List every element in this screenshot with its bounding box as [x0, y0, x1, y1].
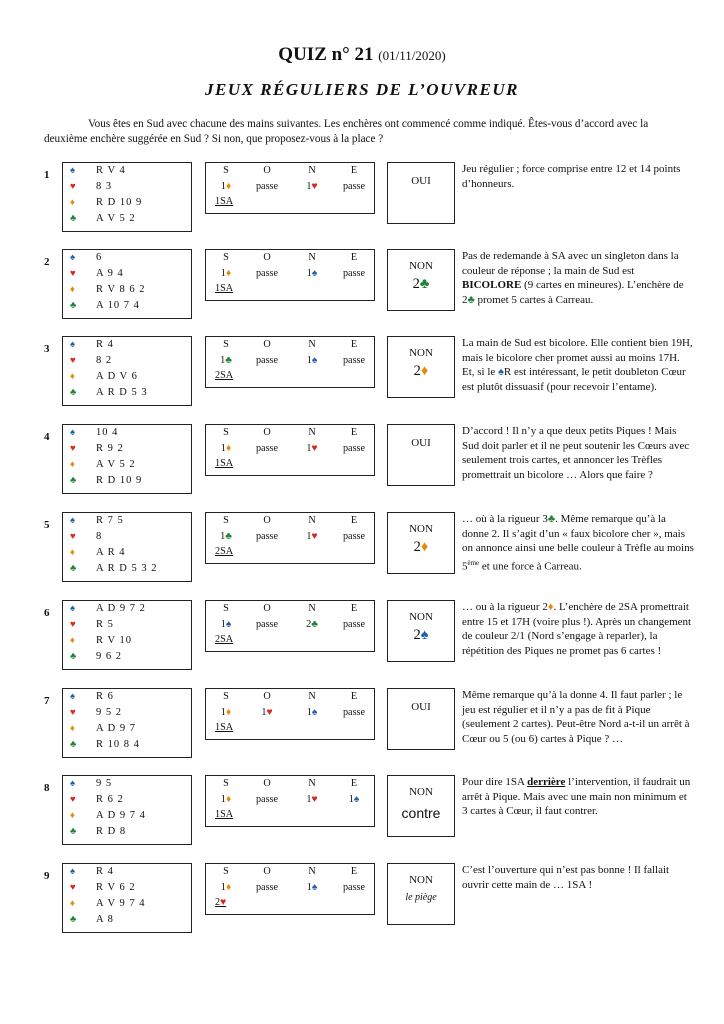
bidding-header-cell: E [350, 691, 358, 702]
hand-box [62, 336, 192, 406]
bidding-box [205, 600, 375, 652]
suit-glyph-icon: ♠ [311, 355, 318, 366]
clubs-icon: ♣ [70, 214, 77, 224]
bidding-header-cell: E [350, 515, 358, 526]
quiz-subtitle: JEUX RÉGULIERS DE L’OUVREUR [205, 80, 519, 99]
hand-box [62, 249, 192, 319]
suggested-bid: 1SA [215, 809, 234, 820]
deal-number: 9 [44, 870, 50, 882]
hand-diamonds-cards: A D 9 7 4 [96, 810, 146, 821]
bidding-header-cell: S [223, 427, 229, 438]
bidding-header-cell: E [350, 866, 358, 877]
bid-cell: passe [342, 443, 366, 454]
hearts-icon: ♥ [70, 444, 76, 454]
hand-diamonds-cards: A D V 6 [96, 371, 138, 382]
bid-cell: passe [255, 355, 279, 366]
answer-correction: contre [401, 805, 441, 821]
spades-icon: ♠ [70, 166, 76, 176]
bidding-header-cell: N [308, 339, 316, 350]
deal-comment: … ou à la rigueur 2♦. L’enchère de 2SA promettrait entre 15 et 17H (voire plus !). Après un changement de couleur 2/1 (Nord s’engage à reparler), la répétition des Piques ne promet pas 6 cartes ! [462, 601, 692, 657]
hand-hearts-cards: 9 5 2 [96, 707, 122, 718]
clubs-icon: ♣ [70, 388, 77, 398]
deal-comment: D’accord ! Il n’y a que deux petits Piques ! Mais Sud doit parler et il ne peut soutenir les Cœurs avec seulement trois cartes, et annoncer les Trèfles promettrait un bicolore … Alors que faire ? [462, 425, 690, 481]
suit-glyph-icon: ♠ [311, 882, 318, 893]
hand-clubs-cards: R 10 8 4 [96, 739, 140, 750]
deal-row [0, 512, 724, 584]
answer-verdict: NON [409, 611, 433, 623]
hand-clubs-cards: A R D 5 3 2 [96, 563, 158, 574]
clubs-icon: ♣ [70, 301, 77, 311]
bid-cell: passe [342, 181, 366, 192]
deal-row [0, 336, 724, 408]
hand-spades-cards: R V 4 [96, 165, 126, 176]
bid-cell: 1♠ [306, 268, 318, 279]
clubs-icon: ♣ [70, 652, 77, 662]
bid-cell: 1♦ [220, 181, 232, 192]
suit-glyph-icon: ♥ [266, 707, 273, 718]
hand-spades-cards: R 6 [96, 691, 114, 702]
suit-glyph-icon: ♠ [420, 627, 429, 643]
clubs-icon: ♣ [70, 827, 77, 837]
bidding-header-cell: N [308, 778, 316, 789]
suit-glyph-icon: ♦ [420, 363, 429, 379]
hand-box [62, 162, 192, 232]
bidding-box [205, 162, 375, 214]
hand-hearts-cards: R 5 [96, 619, 114, 630]
hand-clubs-cards: A 8 [96, 914, 114, 925]
answer-box [387, 600, 455, 662]
diamonds-icon: ♦ [70, 636, 75, 646]
bidding-header-cell: O [263, 165, 271, 176]
hand-hearts-cards: 8 [96, 531, 103, 542]
diamonds-icon: ♦ [70, 724, 75, 734]
hand-clubs-cards: R D 8 [96, 826, 127, 837]
bid-cell: passe [342, 268, 366, 279]
bid-cell: 1♠ [348, 794, 360, 805]
diamonds-icon: ♦ [70, 372, 75, 382]
suit-glyph-icon: ♦ [420, 539, 429, 555]
bid-cell: passe [255, 619, 279, 630]
bid-cell: 1♣ [220, 355, 232, 366]
spades-icon: ♠ [70, 779, 76, 789]
hand-diamonds-cards: A R 4 [96, 547, 126, 558]
bid-cell: passe [255, 443, 279, 454]
bidding-header-cell: S [223, 165, 229, 176]
answer-box [387, 688, 455, 750]
suggested-bid: 2SA [215, 634, 234, 645]
bidding-header-cell: O [263, 691, 271, 702]
deal-row [0, 600, 724, 672]
bidding-box [205, 863, 375, 915]
hand-diamonds-cards: A D 9 7 [96, 723, 136, 734]
bid-cell: 1♣ [220, 531, 232, 542]
hearts-icon: ♥ [70, 795, 76, 805]
deal-row [0, 863, 724, 935]
bid-cell: 1♠ [306, 882, 318, 893]
bid-cell: 2♣ [306, 619, 318, 630]
hand-box [62, 775, 192, 845]
answer-verdict: NON [409, 523, 433, 535]
suit-glyph-icon: ♥ [311, 531, 318, 542]
answer-box [387, 162, 455, 224]
deal-comment: … où à la rigueur 3♣. Même remarque qu’à la donne 2. Il s’agit d’un « faux bicolore cher », mais on annonce ainsi une belle couleur à Trèfle au moins 5ème et une force à Carreau. [462, 513, 694, 573]
suit-glyph-icon: ♠ [353, 794, 360, 805]
bidding-box [205, 512, 375, 564]
quiz-intro: Vous êtes en Sud avec chacune des mains suivantes. Les enchères ont commencé comme indiqué. Êtes-vous d’accord avec la deuxième enchère suggérée en Sud ? Si non, que proposez-vous à la place ? [44, 118, 649, 145]
clubs-icon: ♣ [70, 915, 77, 925]
hand-box [62, 688, 192, 758]
spades-icon: ♠ [70, 428, 76, 438]
answer-verdict: NON [409, 347, 433, 359]
answer-correction: 2♦ [413, 363, 429, 379]
hand-diamonds-cards: R V 8 6 2 [96, 284, 146, 295]
suit-glyph-icon: ♠ [225, 619, 232, 630]
hand-spades-cards: 9 5 [96, 778, 113, 789]
hand-spades-cards: A D 9 7 2 [96, 603, 146, 614]
hearts-icon: ♥ [70, 532, 76, 542]
hand-spades-cards: R 7 5 [96, 515, 124, 526]
answer-correction: le piège [405, 892, 437, 903]
clubs-icon: ♣ [70, 564, 77, 574]
suit-glyph-icon: ♦ [225, 882, 232, 893]
bid-cell: 1♠ [306, 355, 318, 366]
deal-comment: Pour dire 1SA derrière l’intervention, il faudrait un arrêt à Pique. Mais avec une main non minimum et 3 cartes à Cœur, il faut contrer. [462, 776, 691, 817]
hand-hearts-cards: A 9 4 [96, 268, 124, 279]
bid-cell: 1♦ [220, 707, 232, 718]
bid-cell: passe [255, 794, 279, 805]
bidding-box [205, 775, 375, 827]
bidding-box [205, 424, 375, 476]
deal-comment: Pas de redemande à SA avec un singleton dans la couleur de réponse ; la main de Sud est BICOLORE (9 cartes en mineures). L’enchère de 2♣ promet 5 cartes à Carreau. [462, 250, 684, 306]
deal-number: 5 [44, 519, 50, 531]
hearts-icon: ♥ [70, 182, 76, 192]
hand-clubs-cards: 9 6 2 [96, 651, 122, 662]
suit-glyph-icon: ♦ [547, 601, 554, 613]
diamonds-icon: ♦ [70, 899, 75, 909]
hand-spades-cards: R 4 [96, 339, 114, 350]
hand-box [62, 863, 192, 933]
suit-glyph-icon: ♠ [311, 268, 318, 279]
bid-cell: 1♦ [220, 882, 232, 893]
hand-diamonds-cards: R V 10 [96, 635, 132, 646]
hearts-icon: ♥ [70, 883, 76, 893]
bidding-box [205, 688, 375, 740]
hand-diamonds-cards: A V 5 2 [96, 459, 136, 470]
bid-cell: passe [255, 268, 279, 279]
hand-box [62, 600, 192, 670]
answer-verdict: OUI [411, 175, 431, 187]
suit-glyph-icon: ♠ [311, 707, 318, 718]
hand-box [62, 424, 192, 494]
hand-clubs-cards: A V 5 2 [96, 213, 136, 224]
hand-spades-cards: 10 4 [96, 427, 119, 438]
spades-icon: ♠ [70, 692, 76, 702]
bidding-header-cell: O [263, 778, 271, 789]
bidding-header-cell: N [308, 252, 316, 263]
spades-icon: ♠ [70, 253, 76, 263]
answer-verdict: OUI [411, 437, 431, 449]
bidding-header-cell: E [350, 252, 358, 263]
spades-icon: ♠ [70, 516, 76, 526]
bid-cell: 1♦ [220, 794, 232, 805]
hand-hearts-cards: R V 6 2 [96, 882, 136, 893]
spades-icon: ♠ [70, 340, 76, 350]
bidding-header-cell: O [263, 252, 271, 263]
hearts-icon: ♥ [70, 708, 76, 718]
bid-cell: passe [342, 531, 366, 542]
bidding-header-cell: N [308, 866, 316, 877]
bidding-box [205, 249, 375, 301]
hearts-icon: ♥ [70, 356, 76, 366]
deal-comment: C’est l’ouverture qui n’est pas bonne ! Il fallait ouvrir cette main de … 1SA ! [462, 864, 670, 891]
answer-box [387, 424, 455, 486]
hand-diamonds-cards: R D 10 9 [96, 197, 143, 208]
hand-clubs-cards: A R D 5 3 [96, 387, 148, 398]
answer-correction: 2♠ [413, 627, 429, 643]
bidding-header-cell: N [308, 515, 316, 526]
quiz-title [0, 44, 724, 66]
answer-verdict: NON [409, 260, 433, 272]
diamonds-icon: ♦ [70, 548, 75, 558]
suit-glyph-icon: ♦ [225, 707, 232, 718]
suggested-bid: 1SA [215, 283, 234, 294]
deal-comment: Jeu régulier ; force comprise entre 12 et 14 points d’honneurs. [462, 163, 681, 190]
suit-glyph-icon: ♠ [498, 366, 504, 378]
suit-glyph-icon: ♥ [311, 443, 318, 454]
bidding-header-cell: O [263, 866, 271, 877]
answer-box [387, 249, 455, 311]
deal-number: 7 [44, 695, 50, 707]
suit-glyph-icon: ♥ [311, 794, 318, 805]
answer-correction: 2♦ [413, 539, 429, 555]
hearts-icon: ♥ [70, 620, 76, 630]
clubs-icon: ♣ [70, 740, 77, 750]
hand-box [62, 512, 192, 582]
deal-row [0, 775, 724, 847]
suit-glyph-icon: ♥ [220, 897, 227, 908]
bidding-header-cell: N [308, 603, 316, 614]
answer-box [387, 336, 455, 398]
diamonds-icon: ♦ [70, 811, 75, 821]
bidding-header-cell: S [223, 778, 229, 789]
bidding-header-cell: N [308, 691, 316, 702]
bidding-header-cell: O [263, 515, 271, 526]
bidding-header-cell: S [223, 603, 229, 614]
suit-glyph-icon: ♥ [311, 181, 318, 192]
bid-cell: passe [342, 619, 366, 630]
bid-cell: passe [255, 882, 279, 893]
diamonds-icon: ♦ [70, 285, 75, 295]
deal-row [0, 249, 724, 321]
deal-number: 1 [44, 169, 50, 181]
spades-icon: ♠ [70, 867, 76, 877]
suggested-bid: 1SA [215, 722, 234, 733]
bidding-header-cell: E [350, 603, 358, 614]
suit-glyph-icon: ♦ [225, 443, 232, 454]
bidding-header-cell: S [223, 339, 229, 350]
deal-row [0, 688, 724, 760]
hearts-icon: ♥ [70, 269, 76, 279]
deal-number: 2 [44, 256, 50, 268]
bidding-box [205, 336, 375, 388]
deal-row [0, 424, 724, 496]
suggested-bid: 2♥ [215, 897, 227, 908]
bidding-header-cell: S [223, 515, 229, 526]
hand-clubs-cards: R D 10 9 [96, 475, 143, 486]
hand-clubs-cards: A 10 7 4 [96, 300, 140, 311]
bid-cell: 1♠ [220, 619, 232, 630]
deal-comment: Même remarque qu’à la donne 4. Il faut parler ; le jeu est régulier et il n’y a pas de fit à Pique (seulement 2 cartes). Peut-être Nord a-t-il un arrêt à Cœur ou 5 (ou 6) cartes à Pique ? … [462, 689, 690, 745]
bidding-header-cell: S [223, 866, 229, 877]
answer-box [387, 775, 455, 837]
bid-cell: passe [255, 531, 279, 542]
suit-glyph-icon: ♣ [225, 531, 232, 542]
suit-glyph-icon: ♦ [225, 268, 232, 279]
answer-box [387, 512, 455, 574]
deal-row [0, 162, 724, 234]
suggested-bid: 1SA [215, 458, 234, 469]
bid-cell: 1♦ [220, 268, 232, 279]
hand-hearts-cards: R 6 2 [96, 794, 124, 805]
answer-box [387, 863, 455, 925]
answer-verdict: NON [409, 874, 433, 886]
bid-cell: 1♠ [306, 707, 318, 718]
bid-cell: passe [342, 882, 366, 893]
hand-diamonds-cards: A V 9 7 4 [96, 898, 146, 909]
bidding-header-cell: O [263, 339, 271, 350]
bid-cell: 1♥ [306, 794, 318, 805]
spades-icon: ♠ [70, 604, 76, 614]
bidding-header-cell: O [263, 603, 271, 614]
bidding-header-cell: N [308, 165, 316, 176]
suit-glyph-icon: ♣ [311, 619, 318, 630]
suggested-bid: 1SA [215, 196, 234, 207]
hand-hearts-cards: R 9 2 [96, 443, 124, 454]
bidding-header-cell: E [350, 427, 358, 438]
suit-glyph-icon: ♣ [225, 355, 232, 366]
hand-spades-cards: R 4 [96, 866, 114, 877]
bid-cell: 1♦ [220, 443, 232, 454]
bid-cell: 1♥ [306, 443, 318, 454]
bid-cell: passe [342, 355, 366, 366]
hand-spades-cards: 6 [96, 252, 103, 263]
deal-comment: La main de Sud est bicolore. Elle contient bien 19H, mais le bicolore cher promet aussi au moins 17H. Et, si le ♠R est intéressant, le petit doubleton Cœur est plutôt dissuasif (pour recevoir l’entame). [462, 337, 693, 393]
bid-cell: 1♥ [306, 181, 318, 192]
deal-number: 6 [44, 607, 50, 619]
suit-glyph-icon: ♦ [225, 181, 232, 192]
deal-number: 8 [44, 782, 50, 794]
suggested-bid: 2SA [215, 546, 234, 557]
suit-glyph-icon: ♣ [547, 513, 556, 525]
answer-verdict: NON [409, 786, 433, 798]
bidding-header-cell: S [223, 691, 229, 702]
deal-number: 4 [44, 431, 50, 443]
quiz-title-text: QUIZ n° 21 [278, 44, 374, 65]
diamonds-icon: ♦ [70, 198, 75, 208]
clubs-icon: ♣ [70, 476, 77, 486]
suit-glyph-icon: ♦ [225, 794, 232, 805]
answer-correction: 2♣ [412, 276, 430, 292]
bid-cell: passe [342, 707, 366, 718]
deal-number: 3 [44, 343, 50, 355]
bidding-header-cell: N [308, 427, 316, 438]
answer-verdict: OUI [411, 701, 431, 713]
suit-glyph-icon: ♣ [467, 293, 475, 306]
bid-cell: 1♥ [306, 531, 318, 542]
bidding-header-cell: E [350, 778, 358, 789]
bidding-header-cell: S [223, 252, 229, 263]
diamonds-icon: ♦ [70, 460, 75, 470]
bid-cell: 1♥ [261, 707, 273, 718]
hand-hearts-cards: 8 3 [96, 181, 113, 192]
bidding-header-cell: O [263, 427, 271, 438]
hand-hearts-cards: 8 2 [96, 355, 113, 366]
suit-glyph-icon: ♣ [419, 276, 430, 292]
quiz-date: (01/11/2020) [378, 48, 446, 63]
bid-cell: passe [255, 181, 279, 192]
bidding-header-cell: E [350, 339, 358, 350]
suggested-bid: 2SA [215, 370, 234, 381]
bidding-header-cell: E [350, 165, 358, 176]
